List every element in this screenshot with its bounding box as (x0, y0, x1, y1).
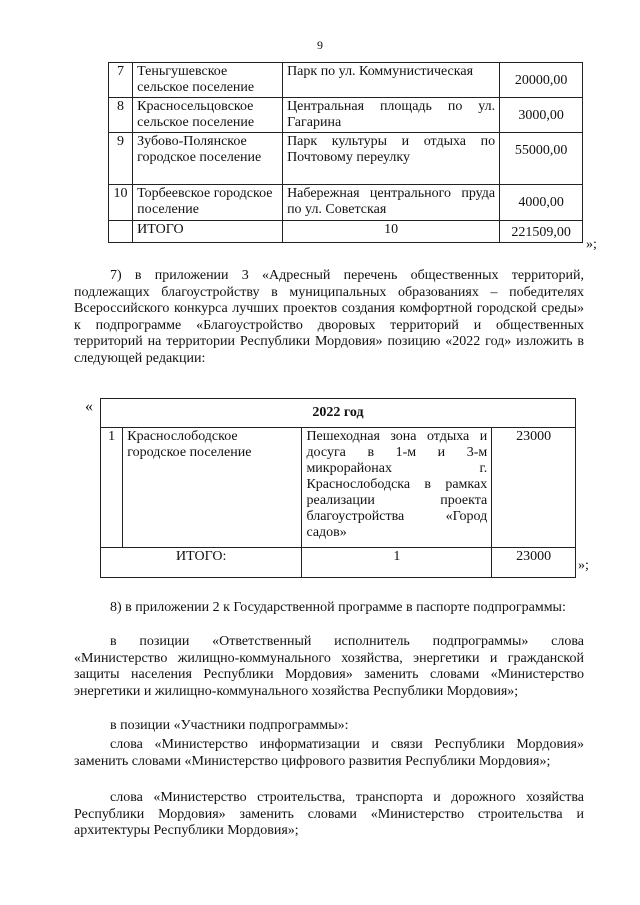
paragraph-8-intro: 8) в приложении 2 к Государственной программе в паспорте подпрограммы: (110, 600, 566, 615)
paragraph-7: 7) в приложении 3 «Адресный перечень общественных территорий, подлежащих благоустройству в муниципальных образованиях – победителях Всероссийского конкурса лучших проектов создания комфортной городской среды» к подпрограмме «Благоустройство дворовых территорий и общественных территорий на территории Республики Мордовия» позицию «2022 год» изложить в следующей редакции: (74, 268, 584, 366)
row-number: 7 (109, 63, 133, 98)
total-count: 1 (302, 548, 492, 578)
municipality-cell: Теньгушевское сельское поселение (133, 63, 283, 98)
amount-cell: 4000,00 (500, 185, 583, 221)
total-label: ИТОГО (133, 221, 283, 243)
total-amount: 221509,00 (500, 221, 583, 243)
territory-cell: Парк культуры и отдыха по Почтовому переулку (283, 133, 500, 185)
municipality-cell: Торбеевское городское поселение (133, 185, 283, 221)
table-row (109, 133, 583, 185)
total-row-blank (109, 221, 133, 243)
amount-cell: 23000 (492, 428, 576, 548)
total-row (101, 548, 576, 578)
paragraph-8-informatization: слова «Министерство информатизации и связи Республики Мордовия» заменить словами «Министерство цифрового развития Республики Мордовия»; (74, 737, 584, 769)
municipality-cell: Красносельцовское сельское поселение (133, 98, 283, 133)
total-label: ИТОГО: (101, 548, 302, 578)
municipality-cell: Краснослободское городское поселение (123, 428, 302, 548)
table-row (109, 63, 583, 98)
total-row (109, 221, 583, 243)
paragraph-8-construction: слова «Министерство строительства, транспорта и дорожного хозяйства Республики Мордовия» заменить словами «Министерство строительства и архитектуры Республики Мордовия»; (74, 790, 584, 839)
territory-cell: Пешеходная зона отдыха и досуга в 1-м и 3-м микрорайонах г. Краснослободска в рамках реализации проекта благоустройства «Город садов» (302, 428, 492, 548)
row-number: 8 (109, 98, 133, 133)
table-row (109, 98, 583, 133)
opening-quote: « (85, 398, 93, 415)
territory-cell: Центральная площадь по ул. Гагарина (283, 98, 500, 133)
total-count: 10 (283, 221, 500, 243)
municipality-cell: Зубово-Полянское городское поселение (133, 133, 283, 185)
amount-cell: 20000,00 (500, 63, 583, 98)
year-heading: 2022 год (101, 399, 576, 428)
row-number: 10 (109, 185, 133, 221)
territory-cell: Набережная центрального пруда по ул. Советская (283, 185, 500, 221)
row-number: 1 (101, 428, 123, 548)
territories-2022-table (100, 398, 576, 578)
year-row (101, 399, 576, 428)
table-row (109, 185, 583, 221)
table-row (101, 428, 576, 548)
page-number: 9 (317, 38, 323, 52)
amount-cell: 3000,00 (500, 98, 583, 133)
paragraph-8-participants: в позиции «Участники подпрограммы»: (110, 718, 349, 733)
closing-quote: »; (586, 237, 597, 252)
closing-quote: »; (578, 558, 589, 573)
paragraph-8-responsible: в позиции «Ответственный исполнитель подпрограммы» слова «Министерство жилищно-коммунального хозяйства, энергетики и гражданской защиты населения Республики Мордовия» заменить словами «Министерство энергетики и жилищно-коммунального хозяйства Республики Мордовия»; (74, 634, 584, 699)
territories-table-continued (108, 62, 583, 243)
amount-cell: 55000,00 (500, 133, 583, 185)
row-number: 9 (109, 133, 133, 185)
territory-cell: Парк по ул. Коммунистическая (283, 63, 500, 98)
total-amount: 23000 (492, 548, 576, 578)
